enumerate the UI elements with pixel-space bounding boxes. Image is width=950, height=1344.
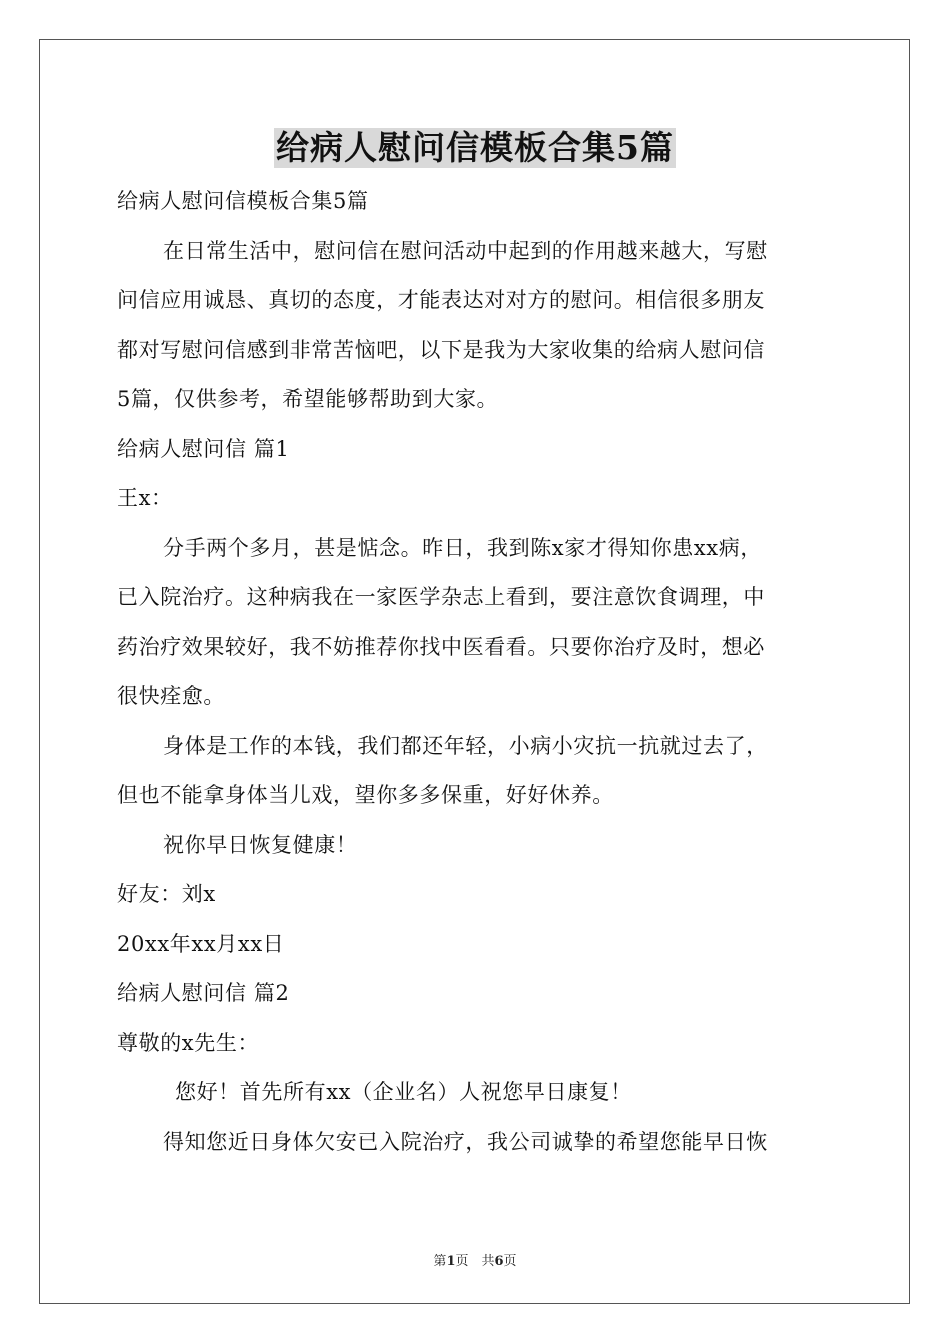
text-line: 在日常生活中，慰问信在慰问活动中起到的作用越来越大，写慰 <box>163 238 768 263</box>
document-title: 给病人慰问信模板合集5篇 <box>276 128 674 167</box>
text-line: 20xx年xx月xx日 <box>117 931 285 956</box>
footer-page-total: 6 <box>494 1254 504 1269</box>
text-line: 尊敬的x先生： <box>117 1030 260 1055</box>
text-line: 身体是工作的本钱，我们都还年轻，小病小灾抗一抗就过去了， <box>163 733 768 758</box>
footer-mid: 页 共 <box>455 1254 495 1269</box>
document-body <box>117 177 862 1167</box>
text-line: 都对写慰问信感到非常苦恼吧，以下是我为大家收集的给病人慰问信 <box>117 337 765 362</box>
text-line: 已入院治疗。这种病我在一家医学杂志上看到，要注意饮食调理，中 <box>117 585 765 609</box>
text-line: 5篇，仅供参考，希望能够帮助到大家。 <box>117 387 499 411</box>
text-line: 好友：刘x <box>117 882 216 906</box>
text-line: 药治疗效果较好，我不妨推荐你找中医看看。只要你治疗及时，想必 <box>117 634 765 659</box>
text-line: 祝你早日恢复健康！ <box>163 832 358 857</box>
text-line: 分手两个多月，甚是惦念。昨日，我到陈x家才得知你患xx病， <box>163 535 762 560</box>
text-line: 但也不能拿身体当儿戏，望你多多保重，好好休养。 <box>117 783 614 807</box>
text-line: 给病人慰问信 篇2 <box>117 981 290 1005</box>
footer-suffix: 页 <box>503 1254 517 1269</box>
text-line: 王x： <box>117 486 173 510</box>
text-line: 问信应用诚恳、真切的态度，才能表达对对方的慰问。相信很多朋友 <box>117 288 765 312</box>
footer-page-number: 1 <box>446 1254 456 1269</box>
text-line: 您好！首先所有xx（企业名）人祝您早日康复！ <box>175 1080 632 1104</box>
text-line: 给病人慰问信模板合集5篇 <box>117 189 369 213</box>
text-line: 给病人慰问信 篇1 <box>117 436 290 461</box>
text-line: 得知您近日身体欠安已入院治疗，我公司诚挚的希望您能早日恢 <box>163 1129 768 1154</box>
page-footer <box>0 1250 950 1269</box>
text-line: 很快痊愈。 <box>117 684 225 708</box>
footer-prefix: 第 <box>433 1254 447 1269</box>
title-container <box>0 128 950 168</box>
